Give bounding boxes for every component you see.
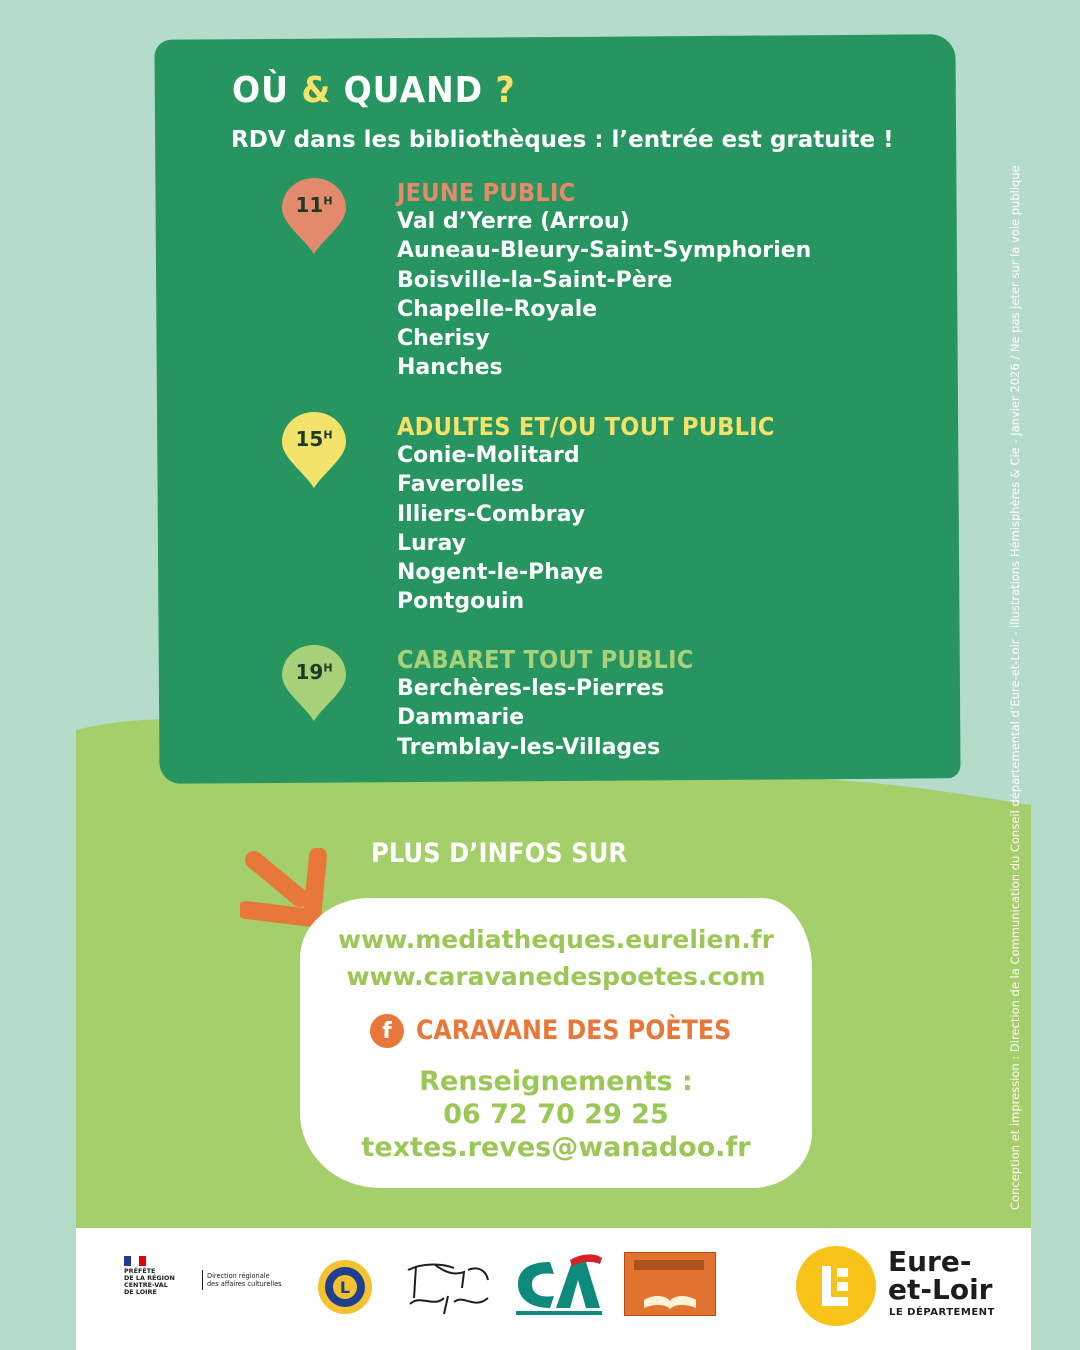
list-item: Val d’Yerre (Arrou) bbox=[397, 209, 630, 234]
credit-line: Conception et impression : Direction de la Communication du Conseil départemental d’Eure-et-Loir - illustrations Hémisphères & Cie - Janvier 2026 / Ne pas jeter sur la voie publique bbox=[1008, 165, 1022, 1210]
prefecture-logo bbox=[124, 1256, 304, 1316]
list-item: Boisville-la-Saint-Père bbox=[397, 267, 673, 293]
slot-title: CABARET TOUT PUBLIC bbox=[397, 645, 694, 674]
places-list bbox=[397, 674, 664, 762]
subtitle: RDV dans les bibliothèques : l’entrée est gratuite ! bbox=[231, 127, 894, 153]
et-loir-word: et-Loir bbox=[888, 1273, 993, 1306]
drac-name: Direction régionale des affaires culturelles bbox=[207, 1272, 282, 1288]
partners-footer bbox=[76, 1228, 1031, 1350]
list-item: Tremblay-les-Villages bbox=[397, 734, 661, 760]
lions-club-logo bbox=[314, 1258, 376, 1316]
printemps-des-poetes-logo bbox=[404, 1258, 494, 1316]
website-link-caravane[interactable]: www.caravanedespoetes.com bbox=[346, 962, 766, 991]
contact-label: Renseignements : bbox=[419, 1066, 693, 1097]
list-item: Berchères-les-Pierres bbox=[397, 676, 665, 701]
facebook-label: CARAVANE DES POÈTES bbox=[416, 1015, 732, 1046]
time-slot-15h bbox=[280, 412, 920, 622]
arrow-down-right-icon bbox=[240, 848, 330, 928]
slot-title: ADULTES ET/OU TOUT PUBLIC bbox=[397, 412, 775, 441]
credit-agricole-logo bbox=[510, 1254, 602, 1316]
places-list bbox=[397, 207, 811, 383]
list-item: Conie-Molitard bbox=[397, 443, 580, 468]
facebook-icon: f bbox=[370, 1014, 404, 1048]
list-item: Faverolles bbox=[397, 472, 524, 498]
phone-number[interactable]: 06 72 70 29 25 bbox=[443, 1099, 669, 1130]
list-item: Chapelle-Royale bbox=[397, 296, 598, 322]
marianne-flag-icon bbox=[124, 1256, 146, 1266]
list-item: Cherisy bbox=[397, 326, 490, 352]
list-item: Illiers-Combray bbox=[397, 501, 586, 527]
list-item: Pontgouin bbox=[397, 589, 525, 615]
page-title: OÙ & QUAND ? bbox=[232, 70, 516, 111]
places-list bbox=[397, 441, 603, 617]
more-info-heading: PLUS D’INFOS SUR bbox=[371, 838, 628, 869]
time-label: $19^H$ bbox=[295, 660, 333, 684]
facebook-link[interactable] bbox=[370, 1013, 770, 1053]
time-label: $11^H$ bbox=[295, 193, 333, 217]
caravane-des-poetes-logo bbox=[624, 1252, 716, 1316]
prefecture-name: PRÉFÈTE DE LA RÉGION CENTRE-VAL DE LOIRE bbox=[124, 1267, 175, 1296]
info-box bbox=[300, 898, 812, 1188]
list-item: Hanches bbox=[397, 355, 503, 381]
list-item: Auneau-Bleury-Saint-Symphorien bbox=[397, 238, 812, 264]
list-item: Luray bbox=[397, 530, 467, 556]
time-slot-19h bbox=[280, 645, 920, 775]
divider bbox=[202, 1270, 203, 1290]
slot-title: JEUNE PUBLIC bbox=[397, 178, 576, 207]
departement-label: LE DÉPARTEMENT bbox=[889, 1307, 995, 1318]
email-link[interactable]: textes.reves@wanadoo.fr bbox=[361, 1132, 751, 1163]
time-label: $15^H$ bbox=[295, 427, 333, 451]
list-item: Nogent-le-Phaye bbox=[397, 560, 604, 586]
svg-text:L: L bbox=[339, 1278, 351, 1297]
time-slot-11h bbox=[280, 178, 920, 388]
list-item: Dammarie bbox=[397, 705, 525, 731]
eure-et-loir-logo-icon bbox=[796, 1246, 876, 1326]
eure-word: Eure- bbox=[888, 1245, 972, 1278]
website-link-mediatheques[interactable]: www.mediatheques.eurelien.fr bbox=[338, 925, 774, 954]
